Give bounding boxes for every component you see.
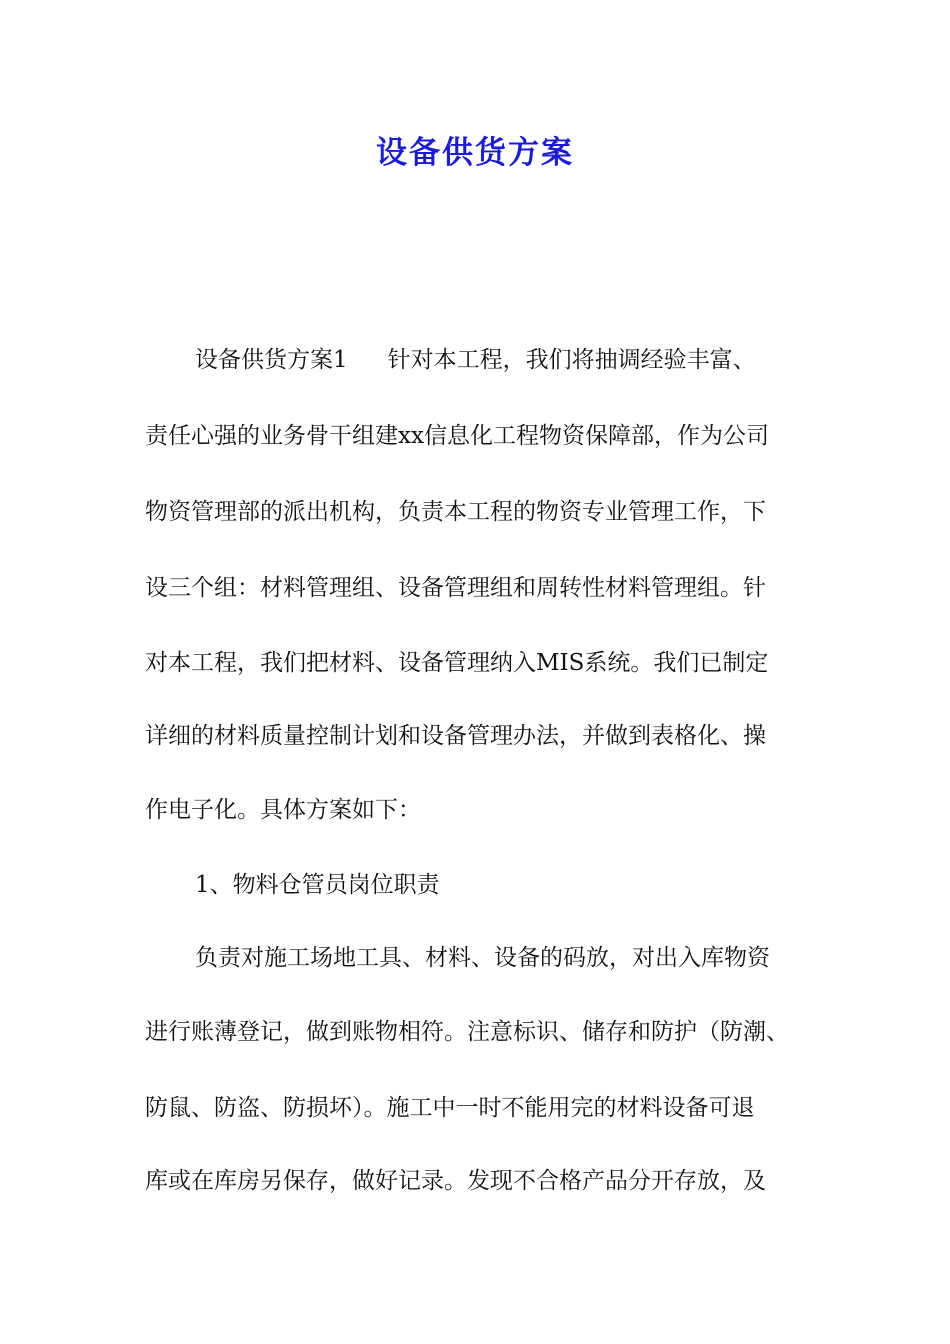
paragraph-line: 对本工程，我们把材料、设备管理纳入MIS系统。我们已制定: [145, 650, 769, 676]
paragraph-line: 设三个组：材料管理组、设备管理组和周转性材料管理组。针: [145, 575, 766, 601]
paragraph-line: 物资管理部的派出机构，负责本工程的物资专业管理工作，下: [145, 499, 766, 525]
paragraph-text: 针对本工程，我们将抽调经验丰富、: [387, 347, 756, 373]
paragraph-line: 责任心强的业务骨干组建xx信息化工程物资保障部，作为公司: [145, 423, 769, 449]
paragraph-line: [195, 342, 865, 378]
section-heading: 1、物料仓管员岗位职责: [195, 872, 440, 898]
document-title: 设备供货方案: [376, 135, 574, 171]
paragraph-line: 库或在库房另保存，做好记录。发现不合格产品分开存放，及: [145, 1168, 766, 1194]
paragraph-line: 进行账薄登记，做到账物相符。注意标识、储存和防护（防潮、: [145, 1019, 789, 1045]
paragraph-line: 作电子化。具体方案如下：: [145, 797, 421, 823]
paragraph-line: 防鼠、防盗、防损坏）。施工中一时不能用完的材料设备可退: [145, 1095, 755, 1121]
paragraph-line: 负责对施工场地工具、材料、设备的码放，对出入库物资: [195, 945, 770, 971]
paragraph-line: 详细的材料质量控制计划和设备管理办法，并做到表格化、操: [145, 723, 766, 749]
section-heading-inline: 设备供货方案1: [195, 347, 348, 373]
